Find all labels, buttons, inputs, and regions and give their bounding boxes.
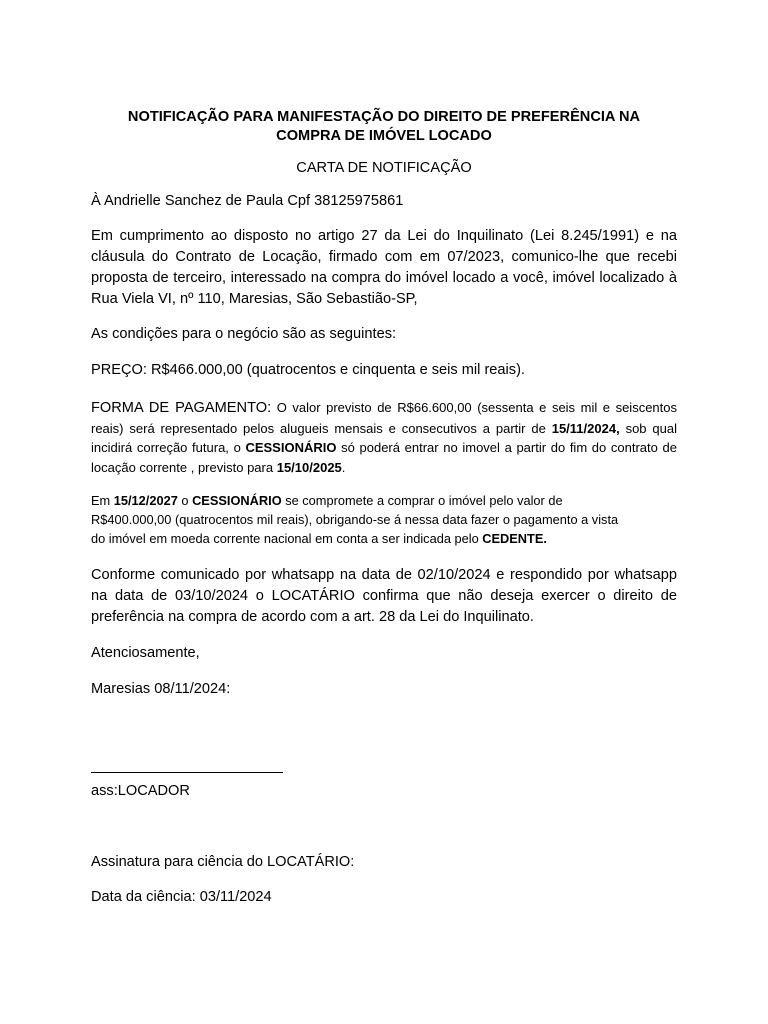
title-line-1: NOTIFICAÇÃO PARA MANIFESTAÇÃO DO DIREITO DE PREFERÊNCIA NA xyxy=(127,109,641,125)
commitment-line-3: do imóvel em moeda corrente nacional em conta a ser indicada pelo xyxy=(91,531,483,546)
place-date-line: Maresias 08/11/2024: xyxy=(91,681,231,697)
payment-label: FORMA DE PAGAMENTO: xyxy=(91,400,272,416)
payment-text-3: só poderá entrar no imovel a partir do fim do contrato de locação corrente , previsto para xyxy=(91,440,677,475)
payment-paragraph xyxy=(91,398,677,477)
landlord-signature-label: ass:LOCADOR xyxy=(91,783,190,799)
payment-text-2: sob qual incidirá correção futura, o xyxy=(91,420,677,455)
payment-cessionario: CESSIONÁRIO xyxy=(245,440,337,455)
document-title xyxy=(91,108,677,146)
conditions-intro: As condições para o negócio são as seguintes: xyxy=(91,326,397,342)
price-line: PREÇO: R$466.000,00 (quatrocentos e cinquenta e seis mil reais). xyxy=(91,362,525,378)
signature-line xyxy=(91,752,283,773)
payment-text-4: . xyxy=(341,459,346,475)
commitment-text-2: se compromete a comprar o imóvel pelo valor de xyxy=(281,493,563,508)
commitment-line-2: R$400.000,00 (quatrocentos mil reais), obrigando-se á nessa data fazer o pagamento a vista xyxy=(91,512,619,527)
commitment-cessionario: CESSIONÁRIO xyxy=(192,493,282,508)
commitment-date: 15/12/2027 xyxy=(113,493,178,508)
tenant-signature-label: Assinatura para ciência do LOCATÁRIO: xyxy=(91,854,355,870)
confirmation-paragraph: Conforme comunicado por whatsapp na data de 02/10/2024 e respondido por whatsapp na data de 03/10/2024 o LOCATÁRIO confirma que não deseja exercer o direito de preferência na compra de acordo com a art. 28 da Lei do Inquilinato. xyxy=(91,567,677,625)
commitment-text-1: o xyxy=(177,493,193,508)
commitment-prefix: Em xyxy=(91,493,114,508)
payment-date-1: 15/11/2024, xyxy=(551,420,620,436)
title-line-2: COMPRA DE IMÓVEL LOCADO xyxy=(276,128,492,144)
closing-line: Atenciosamente, xyxy=(91,645,200,661)
intro-paragraph: Em cumprimento ao disposto no artigo 27 da Lei do Inquilinato (Lei 8.245/1991) e na cláusula do Contrato de Locação, firmado com em 07/2023, comunico-lhe que recebi proposta de terceiro, interessado na compra do imóvel locado a você, imóvel localizado à Rua Viela VI, nº 110, Maresias, São Sebastião-SP, xyxy=(91,228,677,307)
science-date-line: Data da ciência: 03/11/2024 xyxy=(91,889,272,905)
payment-date-2: 15/10/2025 xyxy=(276,459,342,475)
commitment-cedente: CEDENTE. xyxy=(482,531,547,546)
commitment-paragraph xyxy=(91,491,677,548)
document-subtitle: CARTA DE NOTIFICAÇÃO xyxy=(296,160,472,176)
recipient-line: À Andrielle Sanchez de Paula Cpf 38125975861 xyxy=(91,193,404,209)
payment-text-1: O valor previsto de R$66.600,00 (sessenta e seis mil e seiscentos reais) será representado pelos alugueis mensais e consecutivos a partir de xyxy=(91,400,677,436)
